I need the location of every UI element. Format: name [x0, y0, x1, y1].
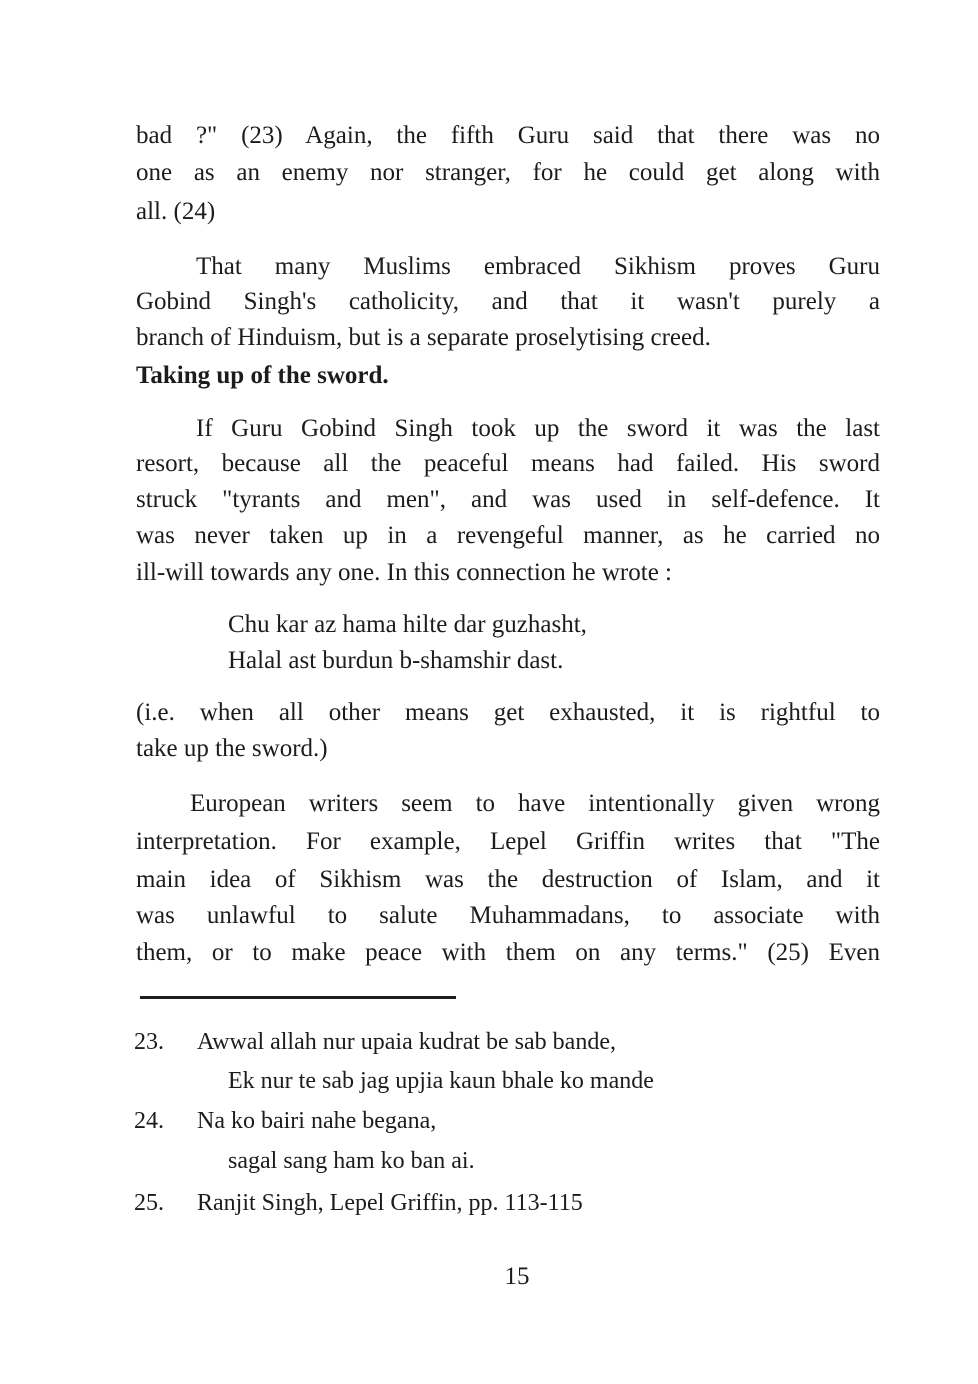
footnote-text: Awwal allah nur upaia kudrat be sab bande, — [197, 1029, 616, 1055]
body-line: branch of Hinduism, but is a separate proselytising creed. — [136, 324, 711, 351]
body-line: That many Muslims embraced Sikhism proves Guru — [196, 253, 880, 280]
body-line: was unlawful to salute Muhammadans, to associate with — [136, 902, 880, 929]
verse-line: Chu kar az hama hilte dar guzhasht, — [228, 611, 587, 638]
body-line: If Guru Gobind Singh took up the sword it was the last — [196, 415, 880, 442]
section-heading: Taking up of the sword. — [136, 362, 389, 389]
footnote-text: sagal sang ham ko ban ai. — [228, 1148, 475, 1174]
body-line: resort, because all the peaceful means had failed. His sword — [136, 450, 880, 477]
body-line: was never taken up in a revengeful manner, as he carried no — [136, 522, 880, 549]
body-line: struck "tyrants and men", and was used in self-defence. It — [136, 486, 880, 513]
footnote-divider — [140, 996, 456, 999]
body-line: take up the sword.) — [136, 735, 328, 762]
footnote-text: Na ko bairi nahe begana, — [197, 1108, 437, 1134]
body-line: all. (24) — [136, 198, 216, 225]
verse-line: Halal ast burdun b-shamshir dast. — [228, 647, 564, 674]
body-line: one as an enemy nor stranger, for he could get along with — [136, 159, 880, 186]
footnote-number: 23. — [134, 1029, 164, 1055]
body-line: European writers seem to have intentionally given wrong — [190, 790, 880, 817]
body-line: them, or to make peace with them on any terms." (25) Even — [136, 939, 880, 966]
body-line: main idea of Sikhism was the destruction of Islam, and it — [136, 866, 880, 893]
body-line: interpretation. For example, Lepel Griffin writes that "The — [136, 828, 880, 855]
body-line: bad ?" (23) Again, the fifth Guru said that there was no — [136, 122, 880, 149]
footnote-text: Ranjit Singh, Lepel Griffin, pp. 113-115 — [197, 1190, 583, 1216]
body-line: Gobind Singh's catholicity, and that it wasn't purely a — [136, 288, 880, 315]
body-line: ill-will towards any one. In this connection he wrote : — [136, 559, 672, 586]
page-number: 15 — [504, 1263, 530, 1290]
footnote-text: Ek nur te sab jag upjia kaun bhale ko mande — [228, 1068, 654, 1094]
footnote-number: 24. — [134, 1108, 164, 1134]
footnote-number: 25. — [134, 1190, 164, 1216]
body-line: (i.e. when all other means get exhausted, it is rightful to — [136, 699, 880, 726]
